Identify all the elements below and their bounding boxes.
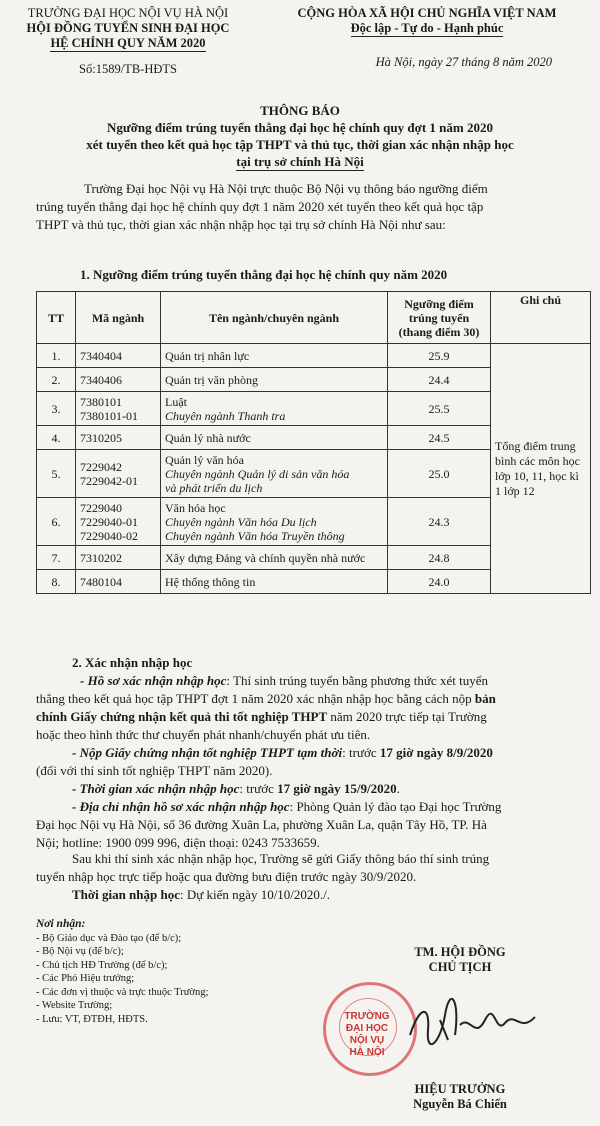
specialization: Chuyên ngành Quản lý di sản văn hóa: [165, 466, 350, 481]
col-code-header: Mã ngành: [76, 292, 161, 344]
major-code: 7310202: [80, 550, 122, 565]
intro-line: trúng tuyển thẳng đại học hệ chính quy đợt 1 năm 2020 xét tuyển theo kết quả học tập: [36, 199, 484, 214]
notice-title: [40, 102, 560, 171]
major-name: Quản trị nhân lực: [165, 348, 250, 363]
enroll-label: Thời gian nhập học: [72, 887, 180, 902]
major-code: 7310205: [80, 430, 122, 445]
dossier-text: thẳng theo kết quả học tập THPT đợt 1 năm 2020 xác nhận nhập học bằng cách nộp: [36, 691, 472, 706]
document-number: Số:1589/TB-HĐTS: [79, 62, 177, 76]
address-text: Nội; hotline: 1900 099 996, điện thoại: 0243 7533659.: [36, 835, 320, 850]
seal-line: ĐẠI HỌC: [345, 1023, 389, 1034]
issuer-line-1: TRƯỜNG ĐẠI HỌC NỘI VỤ HÀ NỘI: [27, 6, 229, 20]
row-major: [161, 392, 388, 426]
threshold-score: 24.3: [388, 498, 491, 546]
section-1-heading: 1. Ngưỡng điểm trúng tuyển thẳng đại học hệ chính quy năm 2020: [80, 267, 448, 282]
closing-line: Sau khi thí sinh xác nhận nhập học, Trường sẽ gửi Giấy thông báo thí sinh trúng: [72, 851, 490, 866]
major-code: 7229040-02: [80, 528, 138, 543]
major-code: 7229040-01: [80, 514, 138, 529]
specialization: Chuyên ngành Thanh tra: [165, 408, 286, 423]
score-table: [36, 291, 591, 594]
title-line-4: tại trụ sở chính Hà Nội: [236, 154, 364, 169]
row-major: [161, 344, 388, 368]
signatory-role: CHỦ TỊCH: [428, 960, 492, 974]
recipient-item: - Các Phó Hiệu trưởng;: [36, 973, 135, 984]
temp-cert-text: (đối với thí sinh tốt nghiệp THPT năm 2020).: [36, 763, 273, 778]
row-codes: [76, 368, 161, 392]
section-2: [36, 654, 596, 852]
row-major: [161, 426, 388, 450]
seal-text: [332, 1011, 402, 1059]
threshold-score: 24.4: [388, 368, 491, 392]
major-name: Hệ thống thông tin: [165, 574, 256, 589]
row-codes: [76, 546, 161, 570]
threshold-score: 25.5: [388, 392, 491, 426]
recipient-item: - Chủ tịch HĐ Trường (để b/c);: [36, 959, 168, 971]
row-codes: [76, 344, 161, 368]
major-code: 7229040: [80, 500, 122, 515]
title-line-3: xét tuyển theo kết quả học tập THPT và thủ tục, thời gian xác nhận nhập học: [86, 137, 514, 152]
threshold-score: 24.0: [388, 570, 491, 594]
signatory-block: [370, 1082, 550, 1112]
row-major: [161, 368, 388, 392]
address-label: - Địa chỉ nhận hồ sơ xác nhận nhập học: [72, 799, 290, 814]
confirm-time-label: - Thời gian xác nhận nhập học: [72, 781, 240, 796]
intro-paragraph: [36, 180, 596, 234]
row-number: 4.: [37, 426, 76, 450]
section-2-heading: 2. Xác nhận nhập học: [72, 655, 193, 670]
row-codes: [76, 450, 161, 498]
major-code: 7480104: [80, 574, 122, 589]
address-text: Đại học Nội vụ Hà Nội, số 36 đường Xuân La, phường Xuân La, quận Tây Hồ, TP. Hà: [36, 817, 487, 832]
row-codes: [76, 498, 161, 546]
dossier-text: hoặc theo hình thức thư chuyển phát nhanh/chuyển phát ưu tiên.: [36, 727, 371, 742]
row-number: 8.: [37, 570, 76, 594]
col-tt-header: TT: [37, 292, 76, 344]
major-name: Xây dựng Đảng và chính quyền nhà nước: [165, 550, 366, 565]
major-name: Quản lý văn hóa: [165, 452, 244, 467]
confirm-deadline: 17 giờ ngày 15/9/2020: [277, 781, 397, 796]
major-name: Quản trị văn phòng: [165, 372, 258, 387]
temp-cert-text: : trước: [342, 745, 380, 760]
note-cell: Tổng điểm trung bình các môn học lớp 10, 11, học kì 1 lớp 12: [491, 344, 591, 594]
intro-line: THPT và thủ tục, thời gian xác nhận nhập học tại trụ sở chính Hà Nội như sau:: [36, 217, 446, 232]
major-name: Luật: [165, 394, 187, 409]
address-text: : Phòng Quản lý đào tạo Đại học Trường: [289, 799, 502, 814]
dossier-text: : Thí sinh trúng tuyển bằng phương thức xét tuyển: [226, 673, 488, 688]
title-line-2: Ngưỡng điểm trúng tuyển thẳng đại học hệ chính quy đợt 1 năm 2020: [107, 120, 493, 135]
row-number: 5.: [37, 450, 76, 498]
intro-line: Trường Đại học Nội vụ Hà Nội trực thuộc Bộ Nội vụ thông báo ngưỡng điểm: [84, 181, 488, 196]
row-major: [161, 570, 388, 594]
row-number: 1.: [37, 344, 76, 368]
major-code: 7340406: [80, 372, 122, 387]
recipient-item: - Lưu: VT, ĐTĐH, HĐTS.: [36, 1013, 148, 1025]
issuer-line-2: HỘI ĐỒNG TUYỂN SINH ĐẠI HỌC: [26, 21, 230, 35]
major-name: Quản lý nhà nước: [165, 430, 251, 445]
specialization: Chuyên ngành Văn hóa Truyền thông: [165, 528, 345, 543]
seal-line: NỘI VỤ: [349, 1035, 385, 1046]
national-title: CỘNG HÒA XÃ HỘI CHỦ NGHĨA VIỆT NAM: [297, 6, 557, 20]
temp-cert-deadline: 17 giờ ngày 8/9/2020: [379, 745, 493, 760]
confirm-time-text: : trước: [239, 781, 278, 796]
row-number: 2.: [37, 368, 76, 392]
row-major: [161, 450, 388, 498]
recipient-item: - Website Trường;: [36, 1000, 113, 1011]
confirm-time-text: .: [396, 781, 400, 796]
major-name: Văn hóa học: [165, 500, 226, 515]
closing-paragraph: [36, 850, 596, 904]
row-number: 3.: [37, 392, 76, 426]
issue-date: Hà Nội, ngày 27 tháng 8 năm 2020: [375, 55, 552, 69]
issuer-block: [14, 6, 242, 77]
recipients-block: [36, 918, 296, 1026]
signatory-title: HIỆU TRƯỞNG: [414, 1082, 506, 1096]
seal-line: HÀ NỘI: [349, 1047, 385, 1058]
row-number: 6.: [37, 498, 76, 546]
major-code: 7380101-01: [80, 408, 138, 423]
closing-line: tuyển nhập học trực tiếp hoặc qua đường bưu điện trước ngày 30/9/2020.: [36, 869, 417, 884]
dossier-label: - Hồ sơ xác nhận nhập học: [80, 673, 227, 688]
recipient-item: - Các đơn vị thuộc và trực thuộc Trường;: [36, 986, 209, 998]
dossier-bold: chính Giấy chứng nhận kết quả thi tốt nghiệp THPT: [36, 709, 328, 724]
national-header: [262, 6, 592, 70]
recipient-item: - Bộ Nội vụ (để b/c);: [36, 946, 124, 957]
col-note-header: Ghi chú: [491, 292, 591, 344]
col-score-header: [388, 292, 491, 344]
threshold-score: 25.0: [388, 450, 491, 498]
temp-cert-label: - Nộp Giấy chứng nhận tốt nghiệp THPT tạm thời: [72, 745, 343, 760]
recipient-item: - Bộ Giáo dục và Đào tạo (để b/c);: [36, 932, 182, 944]
major-code: 7340404: [80, 348, 122, 363]
threshold-score: 24.8: [388, 546, 491, 570]
specialization: và phát triển du lịch: [165, 480, 263, 495]
specialization: Chuyên ngành Văn hóa Du lịch: [165, 514, 317, 529]
row-codes: [76, 426, 161, 450]
dossier-bold: bản: [471, 691, 496, 706]
threshold-score: 24.5: [388, 426, 491, 450]
score-header-line: (thang điểm 30): [398, 324, 480, 339]
major-code: 7229042-01: [80, 473, 138, 488]
col-name-header: Tên ngành/chuyên ngành: [161, 292, 388, 344]
score-header-line: trúng tuyển: [408, 310, 470, 325]
major-code: 7380101: [80, 394, 122, 409]
threshold-score: 25.9: [388, 344, 491, 368]
signature-block: [380, 945, 540, 975]
score-header-line: Ngưỡng điểm: [404, 296, 474, 311]
table-row: [37, 344, 591, 368]
row-major: [161, 546, 388, 570]
seal-line: TRƯỜNG: [344, 1011, 390, 1022]
recipients-title: Nơi nhận:: [36, 918, 86, 930]
handwritten-signature: [400, 995, 550, 1055]
dossier-text: năm 2020 trực tiếp tại Trường: [327, 709, 487, 724]
row-codes: [76, 570, 161, 594]
enroll-value: : Dự kiến ngày 10/10/2020./.: [180, 887, 331, 902]
signatory-name: Nguyễn Bá Chiến: [413, 1097, 507, 1111]
national-motto: Độc lập - Tự do - Hạnh phúc: [350, 21, 504, 35]
major-code: 7229042: [80, 459, 122, 474]
signatory-org: TM. HỘI ĐỒNG: [414, 945, 506, 959]
row-number: 7.: [37, 546, 76, 570]
row-codes: [76, 392, 161, 426]
title-line-1: THÔNG BÁO: [260, 103, 340, 118]
issuer-line-3: HỆ CHÍNH QUY NĂM 2020: [50, 36, 206, 50]
row-major: [161, 498, 388, 546]
